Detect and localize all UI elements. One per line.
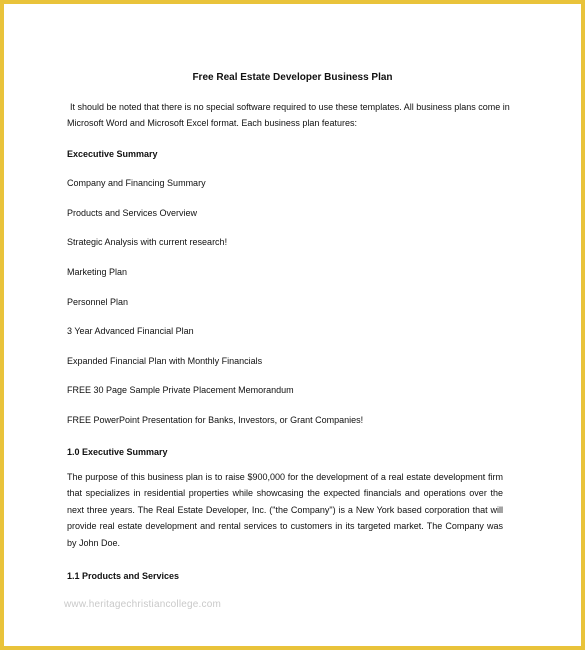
feature-item: FREE 30 Page Sample Private Placement Memorandum	[67, 385, 294, 395]
section-1-0-body: The purpose of this business plan is to raise $900,000 for the development of a real estate development firm that specializes in residential properties while showcasing the expected financials and operations over the next three years. The Real Estate Developer, Inc. ("the Company") is a New York based corporation that will provide real estate development and rental services to customers in its targeted market. The Company was by John Doe.	[67, 472, 503, 548]
feature-item: Expanded Financial Plan with Monthly Financials	[67, 356, 263, 366]
watermark: www.heritagechristiancollege.com	[64, 599, 222, 610]
section-1-0-heading: 1.0 Executive Summary	[67, 447, 168, 457]
feature-item: Company and Financing Summary	[67, 178, 206, 188]
feature-item: Strategic Analysis with current research!	[67, 237, 228, 247]
feature-item: Products and Services Overview	[67, 208, 198, 218]
section-1-1-heading: 1.1 Products and Services	[67, 571, 180, 581]
feature-item: Personnel Plan	[67, 297, 129, 307]
feature-item: 3 Year Advanced Financial Plan	[67, 326, 194, 336]
feature-item: Marketing Plan	[67, 267, 128, 277]
document-page	[4, 4, 581, 646]
feature-item: FREE PowerPoint Presentation for Banks, Investors, or Grant Companies!	[67, 415, 364, 425]
intro-paragraph: It should be noted that there is no special software required to use these templates. All business plans come in Microsoft Word and Microsoft Excel format. Each business plan features:	[67, 102, 510, 128]
document-title: Free Real Estate Developer Business Plan	[192, 72, 393, 83]
executive-summary-heading: Excecutive Summary	[67, 149, 158, 159]
